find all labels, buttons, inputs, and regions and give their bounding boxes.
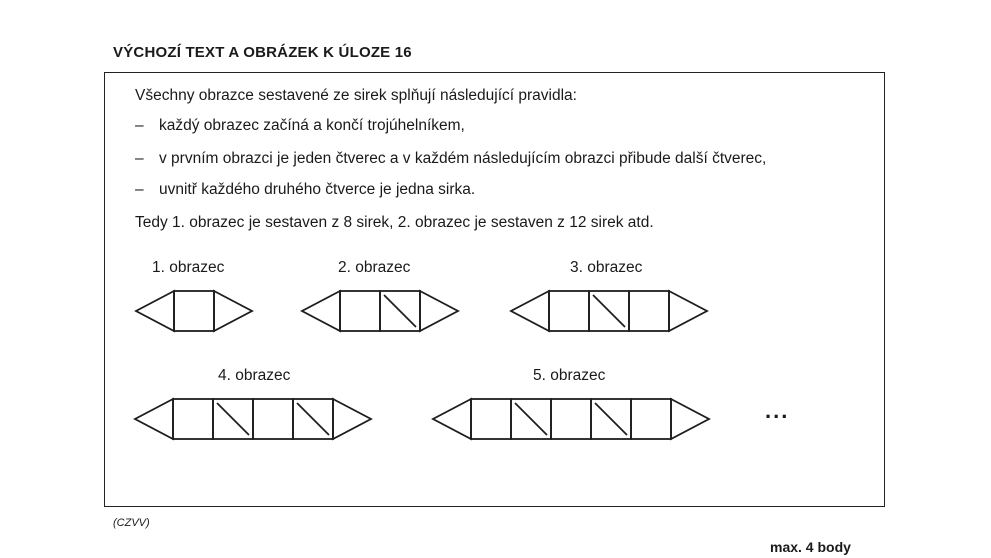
diagonal-match bbox=[384, 295, 416, 327]
task-heading: VÝCHOZÍ TEXT A OBRÁZEK K ÚLOZE 16 bbox=[113, 44, 412, 61]
rule-text: uvnitř každého druhého čtverce je jedna sirka. bbox=[159, 181, 476, 198]
square bbox=[340, 291, 380, 331]
figure-5 bbox=[433, 399, 709, 439]
rule-text: každý obrazec začíná a končí trojúhelníkem, bbox=[159, 117, 465, 134]
figure-label-2: 2. obrazec bbox=[338, 259, 411, 276]
diagonal-match bbox=[515, 403, 547, 435]
figure-label-5: 5. obrazec bbox=[533, 367, 606, 384]
figure-1 bbox=[136, 291, 252, 331]
intro-text: Všechny obrazce sestavené ze sirek splňují následující pravidla: bbox=[135, 87, 577, 104]
summary-text: Tedy 1. obrazec je sestaven z 8 sirek, 2. obrazec je sestaven z 12 sirek atd. bbox=[135, 214, 654, 231]
right-triangle bbox=[333, 399, 371, 439]
square bbox=[253, 399, 293, 439]
square bbox=[549, 291, 589, 331]
diagonal-match bbox=[297, 403, 329, 435]
rule-dash: – bbox=[135, 117, 144, 134]
diagonal-match bbox=[217, 403, 249, 435]
rule-dash: – bbox=[135, 181, 144, 198]
right-triangle bbox=[420, 291, 458, 331]
figure-label-1: 1. obrazec bbox=[152, 259, 225, 276]
square bbox=[471, 399, 511, 439]
rule-dash: – bbox=[135, 150, 144, 167]
right-triangle bbox=[214, 291, 252, 331]
square bbox=[551, 399, 591, 439]
ellipsis: ... bbox=[765, 398, 790, 423]
left-triangle bbox=[136, 291, 174, 331]
square bbox=[631, 399, 671, 439]
figure-label-4: 4. obrazec bbox=[218, 367, 291, 384]
figure-4 bbox=[135, 399, 371, 439]
square bbox=[629, 291, 669, 331]
left-triangle bbox=[135, 399, 173, 439]
square bbox=[173, 399, 213, 439]
figure-2 bbox=[302, 291, 458, 331]
right-triangle bbox=[671, 399, 709, 439]
diagonal-match bbox=[595, 403, 627, 435]
left-triangle bbox=[302, 291, 340, 331]
max-points: max. 4 body bbox=[770, 539, 851, 555]
figure-label-3: 3. obrazec bbox=[570, 259, 643, 276]
left-triangle bbox=[433, 399, 471, 439]
square bbox=[174, 291, 214, 331]
rule-text: v prvním obrazci je jeden čtverec a v každém následujícím obrazci přibude další čtverec, bbox=[159, 150, 767, 167]
source-note: (CZVV) bbox=[113, 517, 150, 529]
figure-3 bbox=[511, 291, 707, 331]
diagonal-match bbox=[593, 295, 625, 327]
left-triangle bbox=[511, 291, 549, 331]
right-triangle bbox=[669, 291, 707, 331]
